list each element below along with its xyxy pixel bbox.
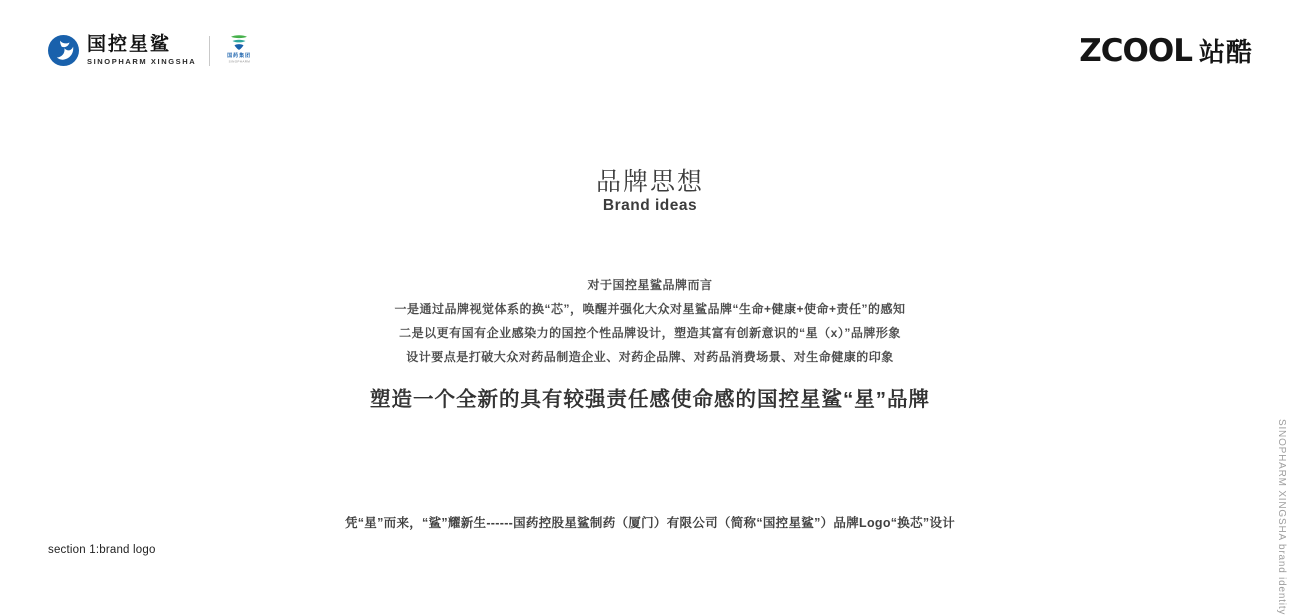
brand-logo-lockup bbox=[48, 35, 257, 66]
brand-ideas-paragraph bbox=[0, 273, 1300, 369]
sinopharm-group-logo bbox=[221, 35, 257, 66]
zcool-logo bbox=[1079, 32, 1253, 69]
paragraph-line: 对于国控星鲨品牌而言 bbox=[587, 278, 713, 292]
zcool-logo-cn: 站酷 bbox=[1198, 37, 1253, 67]
brand-headline: 塑造一个全新的具有较强责任感使命感的国控星鲨“星”品牌 bbox=[370, 388, 930, 411]
brand-name-block bbox=[87, 35, 196, 66]
group-name-en: SINOPHARM bbox=[228, 60, 251, 64]
page-subtitle: Brand ideas bbox=[602, 197, 698, 214]
sinopharm-group-icon bbox=[229, 35, 249, 50]
logo-divider bbox=[209, 36, 210, 66]
xingsha-shark-icon bbox=[48, 35, 79, 66]
brand-name-en: SINOPHARM XINGSHA bbox=[87, 57, 197, 66]
paragraph-line: 一是通过品牌视觉体系的换“芯”，唤醒并强化大众对星鲨品牌“生命+健康+使命+责任”的感知 bbox=[394, 302, 906, 316]
zcool-logo-latin: ZCOOL bbox=[1079, 32, 1192, 69]
section-label: section 1:brand logo bbox=[48, 544, 156, 556]
vertical-brand-tag: SINOPHARM XINGSHA brand identity bbox=[1276, 419, 1287, 615]
project-caption: 凭“星”而来，“鲨”耀新生------国药控股星鲨制药（厦门）有限公司（简称“国控星鲨”）品牌Logo“换芯”设计 bbox=[344, 516, 956, 530]
group-name-cn: 国药集团 bbox=[227, 53, 252, 59]
page-title: 品牌思想 bbox=[595, 168, 704, 196]
brand-name-cn: 国控星鲨 bbox=[87, 34, 172, 55]
paragraph-line: 设计要点是打破大众对药品制造企业、对药企品牌、对药品消费场景、对生命健康的印象 bbox=[406, 350, 894, 364]
paragraph-line: 二是以更有国有企业感染力的国控个性品牌设计，塑造其富有创新意识的“星（x）”品牌形象 bbox=[399, 326, 901, 340]
